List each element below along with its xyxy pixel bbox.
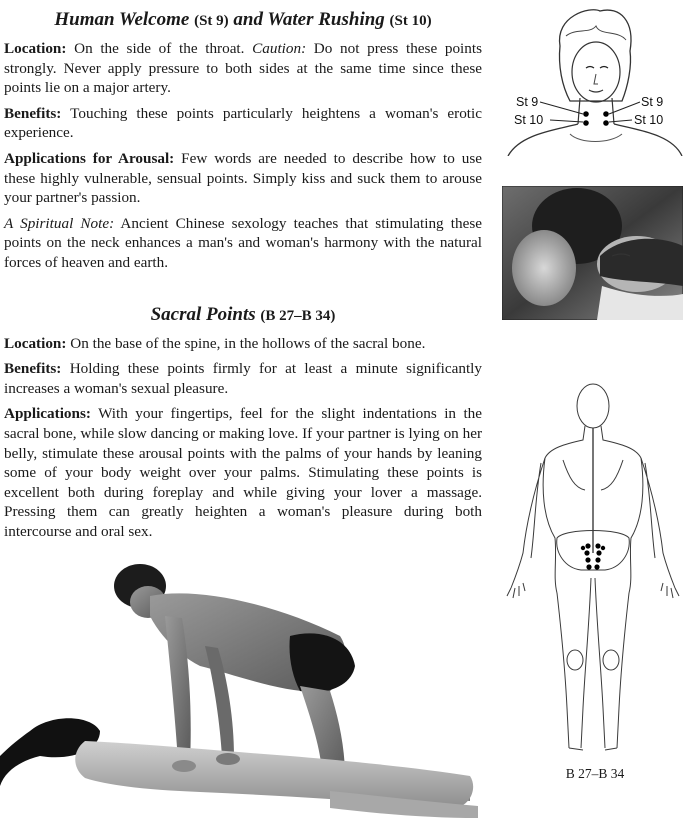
couple-photo <box>502 186 683 320</box>
heading-title-a: Human Welcome <box>54 9 190 30</box>
back-diagram-caption: B 27–B 34 <box>565 766 625 781</box>
section2-benefits <box>4 359 482 398</box>
location-label: Location: <box>4 334 67 352</box>
sacral-point <box>595 543 600 548</box>
applications-text: With your fingertips, feel for the slight indentations in the sacral bone, while slow dancing or making love. If your partner is lying on her belly, stimulate these arousal points with the palms of your hands by leaning some of your body weight over your palms. Stimulating these points is excellent both during foreplay and while giving your lover a massage. Pressing them can greatly heighten a woman's pleasure during both intercourse and oral sex. <box>4 405 482 540</box>
label-st9-right: St 9 <box>641 95 664 109</box>
spiritual-text: Ancient Chinese sexology teaches that stimulating these points on the neck enhances a man's and woman's harmony with the natural forces of heaven and earth. <box>4 214 482 271</box>
st10-left-point <box>583 120 589 126</box>
spiritual-label: A Spiritual Note: <box>4 214 115 232</box>
location-text: On the side of the throat. <box>66 40 253 57</box>
st9-left-point <box>583 111 589 117</box>
heading-title-b: Water Rushing <box>267 9 385 30</box>
heading-code-sacral: (B 27–B 34) <box>260 307 336 324</box>
massage-photo <box>0 556 482 826</box>
heading-title-sacral: Sacral Points <box>150 303 256 325</box>
sacral-point <box>585 543 590 548</box>
section2-heading <box>4 303 482 328</box>
label-st10-left: St 10 <box>514 113 544 127</box>
applications-text: Few words are needed to describe how to use these highly vulnerable, sensual points. Simply kiss and suck them to arouse your partner's passion. <box>4 149 482 207</box>
section2-location <box>4 334 482 354</box>
st9-right-point <box>603 111 609 117</box>
sacral-point <box>586 564 591 569</box>
section1-applications <box>4 149 482 208</box>
section1-spiritual-note <box>4 214 482 273</box>
back-body-diagram <box>505 378 681 758</box>
section1-benefits <box>4 104 482 143</box>
heading-code-a: (St 9) <box>194 13 229 29</box>
location-text: On the base of the spine, in the hollows of the sacral bone. <box>66 334 426 352</box>
sacral-point <box>595 557 600 562</box>
benefits-text: Touching these points particularly heightens a woman's erotic experience. <box>4 104 482 142</box>
sacral-point <box>581 546 585 550</box>
sacral-point <box>596 550 601 555</box>
label-st9-left: St 9 <box>516 95 539 109</box>
sacral-point <box>585 557 590 562</box>
sacral-point <box>584 550 589 555</box>
location-label: Location: <box>4 40 67 57</box>
section1-heading <box>4 8 482 33</box>
applications-label: Applications: <box>4 405 91 423</box>
benefits-text: Holding these points firmly for at least a minute significantly increases a woman's sexual pleasure. <box>4 360 482 397</box>
caution-label: Caution: <box>252 40 307 57</box>
applications-label: Applications for Arousal: <box>4 149 175 167</box>
benefits-label: Benefits: <box>4 104 62 122</box>
section1-location <box>4 39 482 98</box>
sacral-point <box>594 564 599 569</box>
caution-text: Do not press these points strongly. Never apply pressure to both sides at the same time since these points lie on a major artery. <box>4 40 482 97</box>
benefits-label: Benefits: <box>4 360 62 378</box>
neck-points-illustration <box>500 6 685 156</box>
text-column <box>4 8 482 541</box>
st10-right-point <box>603 120 609 126</box>
section2-applications <box>4 404 482 541</box>
label-st10-right: St 10 <box>634 113 664 127</box>
heading-code-b: (St 10) <box>389 13 432 29</box>
heading-and: and <box>233 9 263 30</box>
sacral-point <box>601 546 605 550</box>
